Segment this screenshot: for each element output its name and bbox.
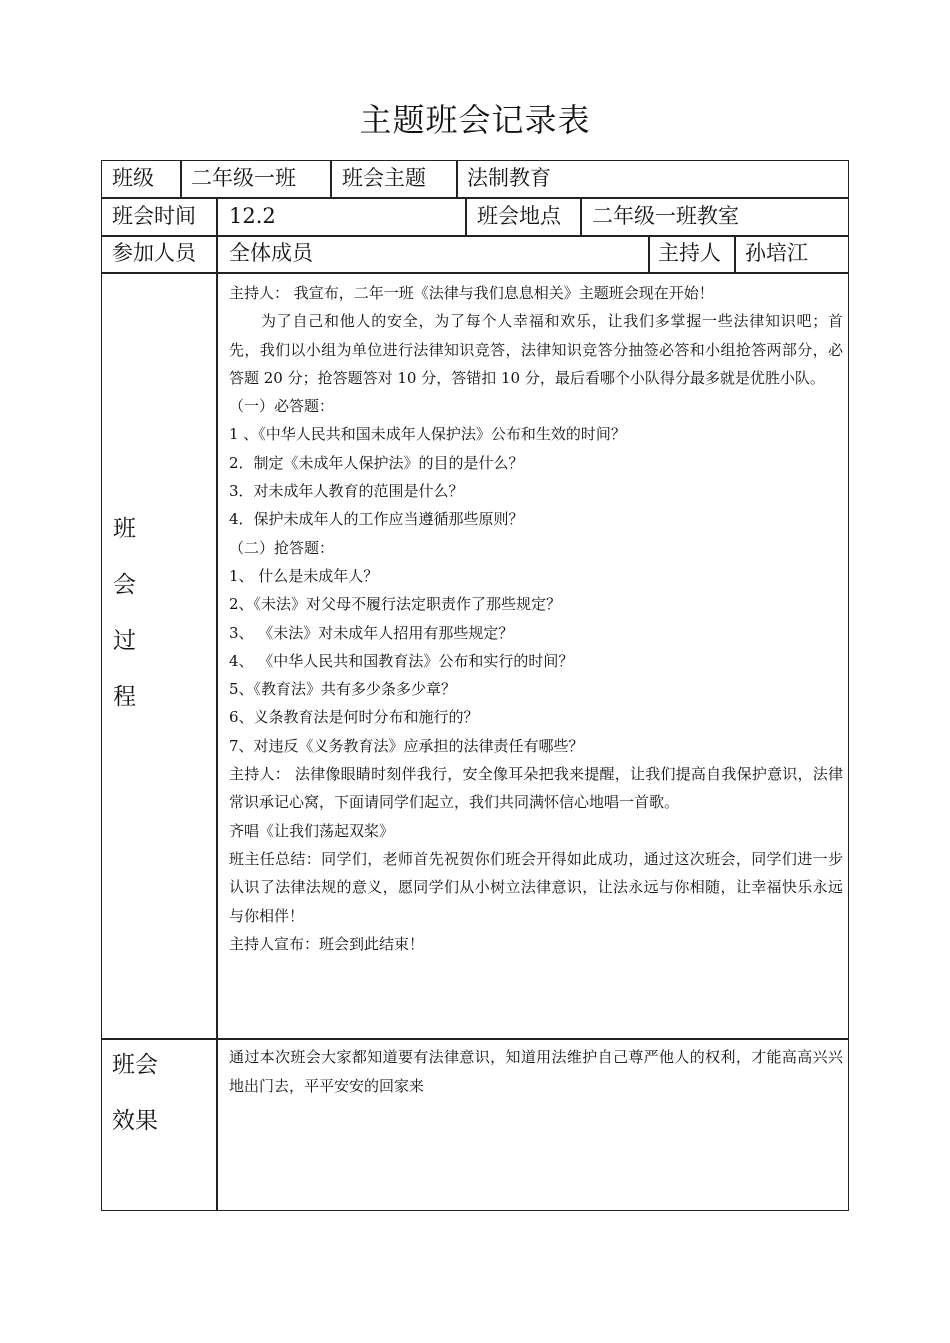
process-line: 3、 《未法》对未成年人招用有那些规定？ xyxy=(229,623,514,642)
effect-label-line: 班会 xyxy=(112,1052,158,1078)
col-divider xyxy=(648,235,650,273)
process-line: 5、《教育法》共有多少条多少章？ xyxy=(229,680,457,699)
process-content xyxy=(229,279,843,958)
col-divider xyxy=(580,197,582,236)
process-line: 1 、《中华人民共和国未成年人保护法》公布和生效的时间？ xyxy=(229,425,626,444)
process-line: 班主任总结：同学们，老师首先祝贺你们班会开得如此成功，通过这次班会，同学们进一步认识了法律法规的意义，愿同学们从小树立法律意识，让法永远与你相随，让幸福快乐永远与你相伴！ xyxy=(229,849,843,925)
theme-value: 法制教育 xyxy=(467,166,551,190)
process-line: 7、对违反《义务教育法》应承担的法律责任有哪些？ xyxy=(229,736,584,755)
process-label-char: 过 xyxy=(113,628,136,654)
process-line: 为了自己和他人的安全，为了每个人幸福和欢乐，让我们多掌握一些法律知识吧；首先，我们以小组为单位进行法律知识竞答，法律知识竞答分抽签必答和小组抢答两部分，必答题 20 分；抢答题答对 10 分，答错扣 10 分，最后看哪个小队得分最多就是优胜小队。 xyxy=(229,312,843,387)
process-line: 3．对未成年人教育的范围是什么？ xyxy=(229,482,464,501)
class-label: 班级 xyxy=(112,166,154,190)
row-divider xyxy=(101,1038,849,1040)
effect-label-line: 效果 xyxy=(112,1108,158,1134)
time-value: 12.2 xyxy=(229,204,276,228)
place-value: 二年级一班教室 xyxy=(592,204,739,228)
process-line: 2．制定《未成年人保护法》的目的是什么？ xyxy=(229,453,524,472)
place-label: 班会地点 xyxy=(477,204,561,228)
col-divider xyxy=(465,197,467,236)
host-value: 孙培江 xyxy=(745,241,808,265)
process-line: 4、 《中华人民共和国教育法》公布和实行的时间？ xyxy=(229,651,574,670)
process-line: 6、义条教育法是何时分布和施行的？ xyxy=(229,708,479,727)
row-divider xyxy=(101,235,849,237)
process-line: （二）抢答题： xyxy=(229,538,335,557)
class-value: 二年级一班 xyxy=(191,166,296,190)
process-line: 主持人： 我宣布，二年一班《法律与我们息息相关》主题班会现在开始！ xyxy=(229,284,714,302)
col-divider xyxy=(216,197,218,236)
participants-label: 参加人员 xyxy=(112,241,196,265)
row-divider xyxy=(101,272,849,274)
col-divider xyxy=(456,160,458,198)
time-label: 班会时间 xyxy=(112,204,196,228)
host-label: 主持人 xyxy=(658,241,721,265)
participants-value: 全体成员 xyxy=(229,241,313,265)
process-line: 齐唱《让我们荡起双桨》 xyxy=(229,821,395,840)
col-divider xyxy=(216,272,218,1211)
page-title: 主题班会记录表 xyxy=(359,101,591,139)
effect-content: 通过本次班会大家都知道要有法律意识，知道用法维护自己尊严他人的权利，才能高高兴兴地出门去，平平安安的回家来 xyxy=(229,1048,843,1095)
col-divider xyxy=(216,235,218,273)
col-divider xyxy=(330,160,332,198)
col-divider xyxy=(180,160,182,198)
process-label-char: 会 xyxy=(113,572,136,598)
process-label-char: 程 xyxy=(113,684,136,710)
process-label-char: 班 xyxy=(113,516,136,542)
process-line: 主持人宣布：班会到此结束！ xyxy=(229,934,425,953)
col-divider xyxy=(734,235,736,273)
process-line: （一）必答题： xyxy=(229,397,335,416)
process-line: 2、《未法》对父母不履行法定职责作了那些规定？ xyxy=(229,595,562,614)
process-line: 1、 什么是未成年人？ xyxy=(229,566,379,585)
process-line: 4．保护未成年人的工作应当遵循那些原则？ xyxy=(229,510,524,529)
theme-label: 班会主题 xyxy=(342,166,426,190)
process-line: 主持人： 法律像眼睛时刻伴我行，安全像耳朵把我来提醒，让我们提高自我保护意识，法律常识承记心窝，下面请同学们起立，我们共同满怀信心地唱一首歌。 xyxy=(229,765,843,812)
